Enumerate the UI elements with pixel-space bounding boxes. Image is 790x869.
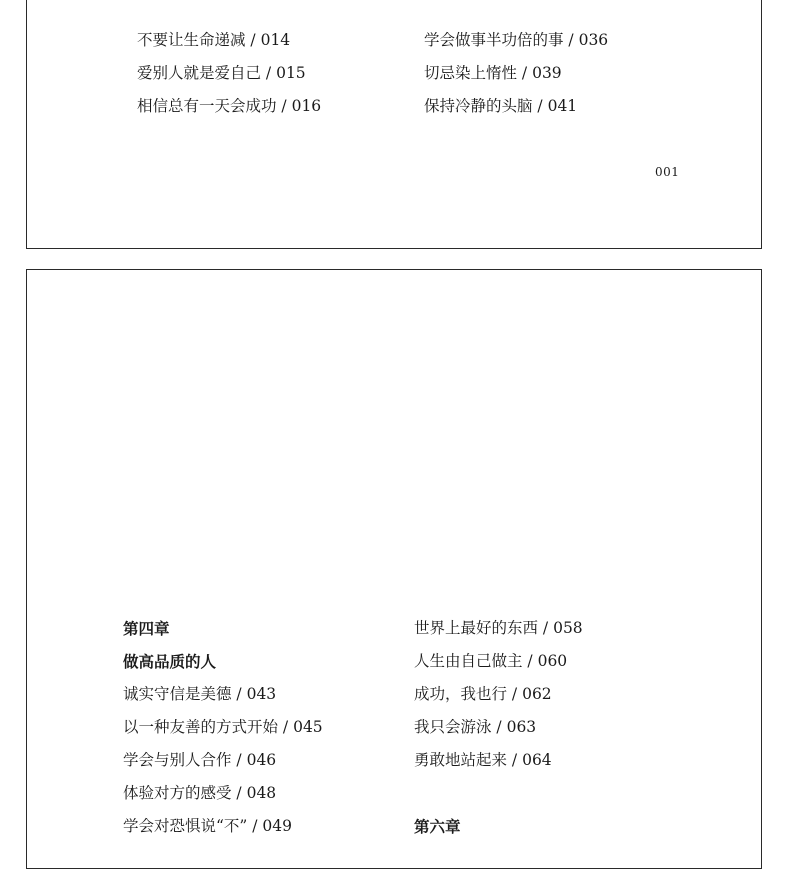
toc-entry: 保持冷静的头脑 / 041 bbox=[424, 97, 578, 115]
toc-entry: 以一种友善的方式开始 / 045 bbox=[123, 718, 323, 736]
toc-entry: 世界上最好的东西 / 058 bbox=[414, 619, 583, 637]
toc-page-2 bbox=[26, 269, 762, 869]
toc-entry: 成功，我也行 / 062 bbox=[414, 685, 552, 703]
chapter-heading: 第六章 bbox=[414, 817, 461, 836]
toc-entry: 爱别人就是爱自己 / 015 bbox=[137, 64, 306, 82]
toc-entry: 不要让生命递减 / 014 bbox=[137, 31, 291, 49]
toc-entry: 勇敢地站起来 / 064 bbox=[414, 751, 552, 769]
page-number: 001 bbox=[655, 165, 680, 179]
toc-entry: 学会对恐惧说“不” / 049 bbox=[123, 817, 293, 835]
toc-entry: 切忌染上惰性 / 039 bbox=[424, 64, 562, 82]
section-spacer bbox=[414, 777, 583, 810]
toc-entry: 学会做事半功倍的事 / 036 bbox=[424, 31, 609, 49]
toc-right-column bbox=[424, 0, 608, 123]
toc-entry: 相信总有一天会成功 / 016 bbox=[137, 97, 322, 115]
toc-entry: 诚实守信是美德 / 043 bbox=[123, 685, 277, 703]
toc-page-1 bbox=[26, 0, 762, 249]
toc-left-column bbox=[137, 0, 321, 123]
chapter-title: 做高品质的人 bbox=[123, 652, 217, 671]
toc-entry: 学会与别人合作 / 046 bbox=[123, 751, 277, 769]
toc-left-column bbox=[123, 612, 323, 843]
toc-entry: 我只会游泳 / 063 bbox=[414, 718, 537, 736]
toc-entry: 体验对方的感受 / 048 bbox=[123, 784, 277, 802]
chapter-heading: 第四章 bbox=[123, 619, 170, 638]
toc-right-column bbox=[414, 612, 583, 843]
toc-entry: 人生由自己做主 / 060 bbox=[414, 652, 568, 670]
